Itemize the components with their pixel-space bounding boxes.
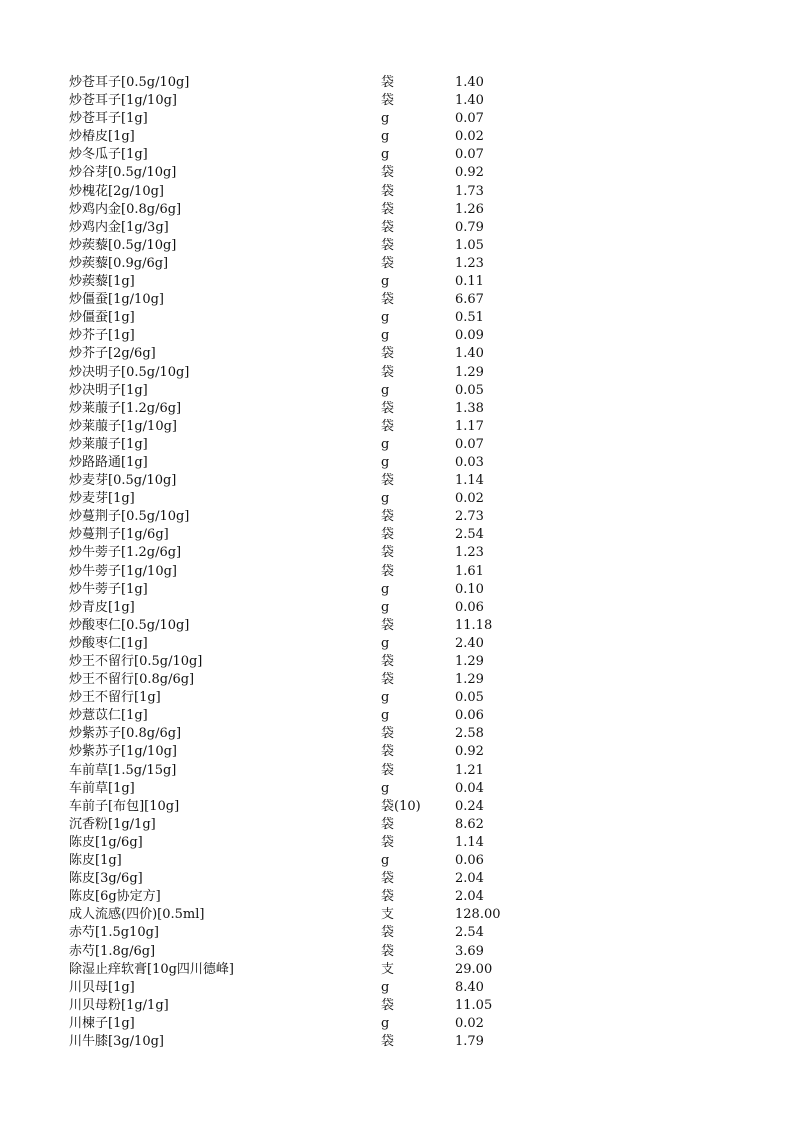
price-cell: 29.00 [455, 961, 493, 977]
table-row [0, 599, 793, 617]
table-row [0, 943, 793, 961]
table-row [0, 508, 793, 526]
table-row [0, 183, 793, 201]
item-name-cell: 炒僵蚕[1g/10g] [69, 292, 164, 308]
table-row [0, 400, 793, 418]
item-name-cell: 赤芍[1.8g/6g] [69, 943, 156, 959]
unit-cell: 袋 [381, 563, 395, 579]
table-row [0, 1015, 793, 1033]
unit-cell: 袋 [381, 889, 395, 905]
price-cell: 0.92 [455, 744, 484, 760]
item-name-cell: 炒蒺藜[0.5g/10g] [69, 237, 177, 253]
item-name-cell: 赤芍[1.5g10g] [69, 925, 160, 941]
item-name-cell: 炒蒺藜[0.9g/6g] [69, 255, 169, 271]
table-row [0, 834, 793, 852]
price-cell: 11.18 [455, 617, 493, 633]
price-cell: 1.40 [455, 93, 484, 109]
item-name-cell: 炒僵蚕[1g] [69, 310, 135, 326]
unit-cell: 袋 [381, 473, 395, 489]
unit-cell: g [381, 147, 390, 163]
item-name-cell: 炒麦芽[1g] [69, 491, 135, 507]
item-name-cell: 陈皮[6g协定方] [69, 889, 161, 905]
price-cell: 1.61 [455, 563, 484, 579]
price-cell: 0.11 [455, 274, 484, 290]
unit-cell: g [381, 708, 390, 724]
item-name-cell: 炒酸枣仁[0.5g/10g] [69, 617, 190, 633]
price-cell: 0.07 [455, 111, 484, 127]
price-cell: 1.05 [455, 237, 484, 253]
table-row [0, 490, 793, 508]
table-row [0, 617, 793, 635]
unit-cell: 袋 [381, 292, 395, 308]
price-cell: 0.92 [455, 165, 484, 181]
table-row [0, 563, 793, 581]
unit-cell: 袋 [381, 654, 395, 669]
table-row [0, 74, 793, 92]
item-name-cell: 川贝母粉[1g/1g] [69, 997, 169, 1013]
item-name-cell: 炒紫苏子[0.8g/6g] [69, 726, 182, 742]
price-cell: 0.06 [455, 708, 484, 724]
item-name-cell: 陈皮[3g/6g] [69, 871, 143, 887]
item-name-cell: 炒莱菔子[1g/10g] [69, 418, 177, 434]
table-row [0, 309, 793, 327]
table-row [0, 219, 793, 237]
unit-cell: 袋 [381, 527, 395, 543]
item-name-cell: 炒王不留行[1g] [69, 690, 161, 706]
price-cell: 0.04 [455, 780, 484, 796]
table-row [0, 581, 793, 599]
item-name-cell: 炒冬瓜子[1g] [69, 147, 148, 163]
item-name-cell: 炒薏苡仁[1g] [69, 708, 148, 724]
price-cell: 6.67 [455, 292, 484, 308]
unit-cell: 袋 [381, 418, 395, 434]
price-cell: 0.07 [455, 147, 484, 163]
table-row [0, 273, 793, 291]
price-cell: 0.02 [455, 1015, 484, 1031]
item-name-cell: 成人流感(四价)[0.5ml] [69, 907, 205, 923]
item-name-cell: 炒决明子[1g] [69, 382, 148, 398]
item-name-cell: 炒谷芽[0.5g/10g] [69, 165, 177, 181]
table-row [0, 110, 793, 128]
price-cell: 1.79 [455, 1033, 484, 1049]
table-row [0, 255, 793, 273]
unit-cell: 袋 [381, 93, 395, 109]
price-cell: 2.54 [455, 925, 484, 941]
table-row [0, 472, 793, 490]
table-row [0, 762, 793, 780]
table-row [0, 92, 793, 110]
table-row [0, 164, 793, 182]
unit-cell: g [381, 274, 390, 290]
table-row [0, 436, 793, 454]
unit-cell: g [381, 599, 390, 615]
item-name-cell: 川贝母[1g] [69, 979, 135, 995]
price-cell: 11.05 [455, 997, 493, 1013]
price-cell: 128.00 [455, 907, 501, 923]
table-row [0, 906, 793, 924]
unit-cell: g [381, 491, 390, 507]
price-cell: 1.38 [455, 400, 484, 416]
table-row [0, 291, 793, 309]
table-row [0, 635, 793, 653]
unit-cell: g [381, 436, 390, 452]
item-name-cell: 炒蔓荆子[1g/6g] [69, 527, 169, 543]
item-name-cell: 炒牛蒡子[1g] [69, 581, 148, 597]
table-row [0, 707, 793, 725]
item-name-cell: 炒苍耳子[0.5g/10g] [69, 75, 190, 90]
table-row [0, 382, 793, 400]
item-name-cell: 炒鸡内金[1g/3g] [69, 219, 169, 235]
unit-cell: 袋 [381, 183, 395, 199]
item-name-cell: 炒莱菔子[1g] [69, 436, 148, 452]
item-name-cell: 炒麦芽[0.5g/10g] [69, 473, 177, 489]
table-row [0, 345, 793, 363]
unit-cell: 袋 [381, 346, 395, 362]
table-row [0, 544, 793, 562]
price-cell: 2.04 [455, 871, 484, 887]
price-cell: 1.26 [455, 201, 484, 217]
item-name-cell: 车前子[布包][10g] [69, 798, 180, 814]
price-cell: 0.09 [455, 328, 484, 344]
unit-cell: 袋 [381, 255, 395, 271]
unit-cell: g [381, 690, 390, 706]
price-cell: 1.29 [455, 654, 484, 669]
table-row [0, 780, 793, 798]
unit-cell: 袋 [381, 545, 395, 561]
table-row [0, 924, 793, 942]
price-cell: 0.02 [455, 491, 484, 507]
table-row [0, 364, 793, 382]
table-row [0, 237, 793, 255]
unit-cell: g [381, 581, 390, 597]
item-name-cell: 炒槐花[2g/10g] [69, 183, 164, 199]
unit-cell: g [381, 454, 390, 470]
unit-cell: g [381, 780, 390, 796]
table-row [0, 997, 793, 1015]
item-name-cell: 川牛膝[3g/10g] [69, 1033, 164, 1049]
table-row [0, 526, 793, 544]
unit-cell: g [381, 328, 390, 344]
price-cell: 0.05 [455, 382, 484, 398]
unit-cell: 支 [381, 961, 395, 977]
table-row [0, 816, 793, 834]
price-cell: 0.79 [455, 219, 484, 235]
table-row [0, 743, 793, 761]
unit-cell: 袋 [381, 617, 395, 633]
table-row [0, 418, 793, 436]
item-name-cell: 炒蒺藜[1g] [69, 274, 135, 290]
price-cell: 2.54 [455, 527, 484, 543]
item-name-cell: 炒芥子[2g/6g] [69, 346, 156, 362]
unit-cell: 支 [381, 907, 395, 923]
price-cell: 1.23 [455, 255, 484, 271]
item-name-cell: 车前草[1.5g/15g] [69, 762, 177, 778]
unit-cell: 袋 [381, 834, 395, 850]
table-row [0, 852, 793, 870]
unit-cell: 袋 [381, 219, 395, 235]
item-name-cell: 川楝子[1g] [69, 1015, 135, 1031]
item-name-cell: 陈皮[1g] [69, 853, 122, 869]
price-cell: 1.14 [455, 834, 484, 850]
unit-cell: g [381, 129, 390, 145]
unit-cell: 袋 [381, 925, 395, 941]
table-row [0, 870, 793, 888]
price-cell: 0.05 [455, 690, 484, 706]
price-cell: 0.03 [455, 454, 484, 470]
price-cell: 2.04 [455, 889, 484, 905]
price-cell: 0.02 [455, 129, 484, 145]
item-name-cell: 炒决明子[0.5g/10g] [69, 364, 190, 380]
price-cell: 1.73 [455, 183, 484, 199]
unit-cell: g [381, 111, 390, 127]
unit-cell: 袋 [381, 762, 395, 778]
table-row [0, 327, 793, 345]
item-name-cell: 炒苍耳子[1g/10g] [69, 93, 177, 109]
item-name-cell: 炒莱菔子[1.2g/6g] [69, 400, 182, 416]
price-cell: 0.10 [455, 581, 484, 597]
table-row [0, 725, 793, 743]
unit-cell: g [381, 1015, 390, 1031]
table-row [0, 798, 793, 816]
item-name-cell: 炒苍耳子[1g] [69, 111, 148, 127]
item-name-cell: 炒椿皮[1g] [69, 129, 135, 145]
price-list-table [0, 74, 793, 1051]
unit-cell: 袋 [381, 165, 395, 181]
price-cell: 0.07 [455, 436, 484, 452]
price-cell: 2.40 [455, 635, 484, 651]
item-name-cell: 炒路路通[1g] [69, 454, 148, 470]
price-cell: 1.14 [455, 473, 484, 489]
unit-cell: 袋 [381, 201, 395, 217]
price-cell: 2.58 [455, 726, 484, 742]
unit-cell: 袋 [381, 400, 395, 416]
table-row [0, 146, 793, 164]
item-name-cell: 炒蔓荆子[0.5g/10g] [69, 509, 190, 525]
price-cell: 3.69 [455, 943, 484, 959]
item-name-cell: 炒王不留行[0.8g/6g] [69, 672, 195, 688]
price-cell: 0.51 [455, 310, 484, 326]
price-cell: 1.40 [455, 346, 484, 362]
item-name-cell: 炒鸡内金[0.8g/6g] [69, 201, 182, 217]
item-name-cell: 除湿止痒软膏[10g四川德峰] [69, 961, 235, 977]
table-row [0, 671, 793, 689]
table-row [0, 979, 793, 997]
price-cell: 1.29 [455, 672, 484, 688]
table-row [0, 888, 793, 906]
unit-cell: 袋 [381, 364, 395, 380]
table-row [0, 689, 793, 707]
unit-cell: 袋 [381, 943, 395, 959]
unit-cell: g [381, 635, 390, 651]
unit-cell: 袋 [381, 997, 395, 1013]
unit-cell: 袋 [381, 1033, 395, 1049]
unit-cell: 袋 [381, 509, 395, 525]
unit-cell: 袋 [381, 237, 395, 253]
unit-cell: g [381, 382, 390, 398]
unit-cell: 袋 [381, 75, 395, 90]
price-cell: 8.62 [455, 816, 484, 832]
table-row [0, 128, 793, 146]
item-name-cell: 炒酸枣仁[1g] [69, 635, 148, 651]
price-cell: 1.29 [455, 364, 484, 380]
unit-cell: 袋 [381, 816, 395, 832]
price-cell: 0.06 [455, 599, 484, 615]
item-name-cell: 陈皮[1g/6g] [69, 834, 143, 850]
price-cell: 1.23 [455, 545, 484, 561]
price-cell: 0.06 [455, 853, 484, 869]
unit-cell: 袋 [381, 672, 395, 688]
unit-cell: g [381, 853, 390, 869]
price-cell: 1.17 [455, 418, 484, 434]
item-name-cell: 炒王不留行[0.5g/10g] [69, 654, 203, 669]
table-row [0, 201, 793, 219]
price-cell: 1.21 [455, 762, 484, 778]
item-name-cell: 炒芥子[1g] [69, 328, 135, 344]
item-name-cell: 车前草[1g] [69, 780, 135, 796]
unit-cell: g [381, 310, 390, 326]
unit-cell: g [381, 979, 390, 995]
item-name-cell: 沉香粉[1g/1g] [69, 816, 156, 832]
price-cell: 2.73 [455, 509, 484, 525]
unit-cell: 袋 [381, 744, 395, 760]
item-name-cell: 炒紫苏子[1g/10g] [69, 744, 177, 760]
table-row [0, 454, 793, 472]
item-name-cell: 炒牛蒡子[1.2g/6g] [69, 545, 182, 561]
item-name-cell: 炒牛蒡子[1g/10g] [69, 563, 177, 579]
unit-cell: 袋 [381, 726, 395, 742]
unit-cell: 袋(10) [381, 798, 421, 814]
price-cell: 8.40 [455, 979, 484, 995]
table-row [0, 653, 793, 671]
price-cell: 1.40 [455, 75, 484, 90]
price-cell: 0.24 [455, 798, 484, 814]
unit-cell: 袋 [381, 871, 395, 887]
table-row [0, 961, 793, 979]
table-row [0, 1033, 793, 1051]
item-name-cell: 炒青皮[1g] [69, 599, 135, 615]
